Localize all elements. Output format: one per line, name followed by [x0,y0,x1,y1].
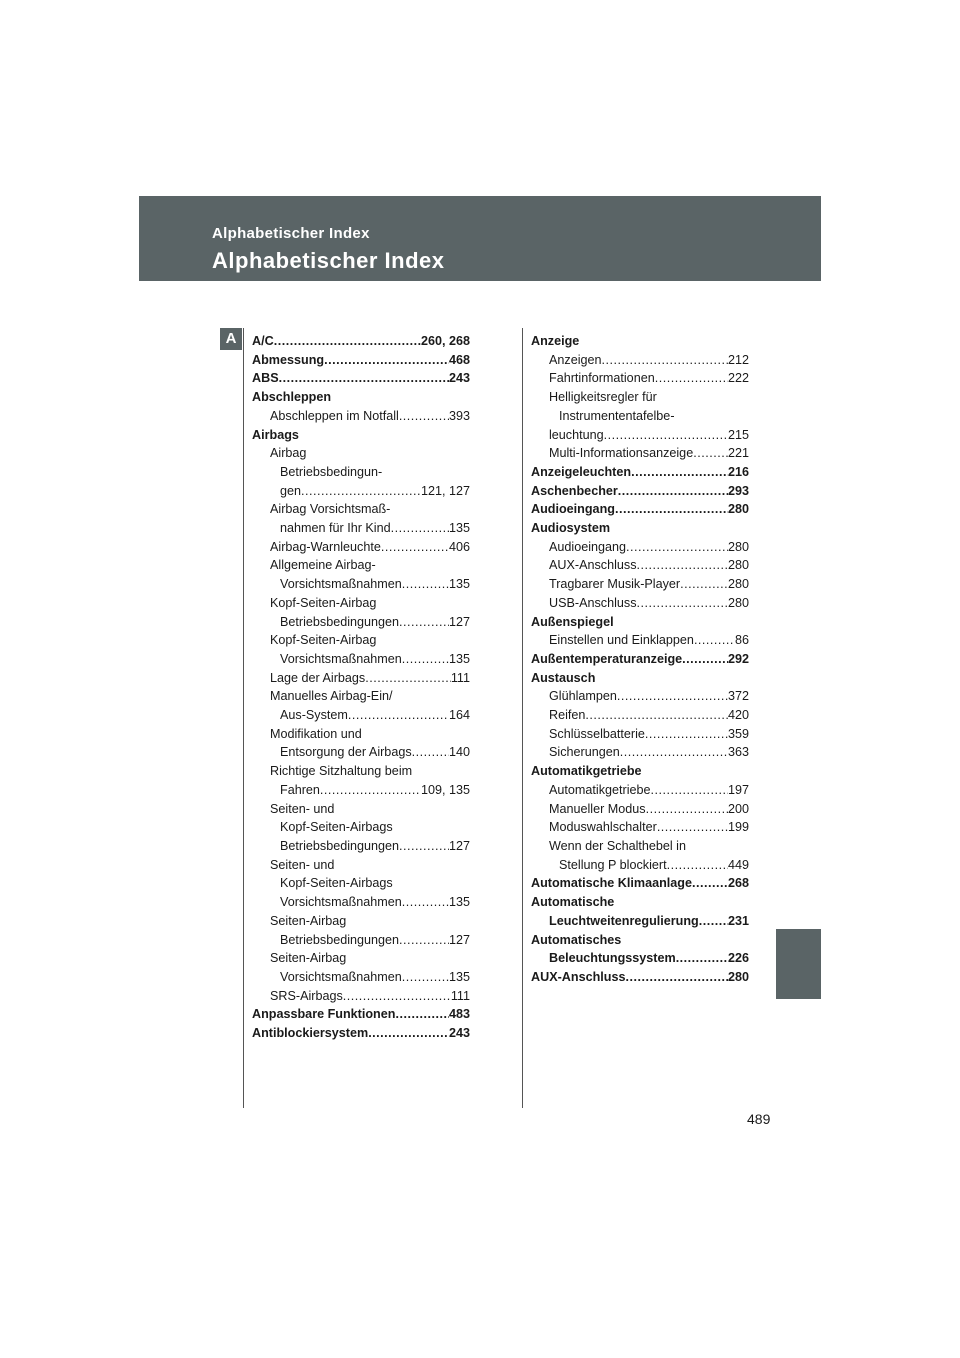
dot-leader [694,631,735,650]
index-entry [252,762,470,781]
index-entry [531,556,749,575]
section-letter-badge: A [220,328,242,350]
index-entry-label: Entsorgung der Airbags [280,745,412,760]
index-entry-label: USB-Anschluss [549,595,637,610]
index-entry-label: Instrumententafelbe- [559,408,675,423]
index-entry [531,631,749,650]
index-entry-label: Anzeigen [549,352,602,367]
index-entry-page: 221 [727,446,749,461]
index-entry [252,519,470,538]
index-entry-label: Außenspiegel [531,614,614,629]
index-entry [252,949,470,968]
index-entry [531,837,749,856]
dot-leader [399,837,449,856]
index-entry-page: 226 [727,951,749,966]
index-entry [252,743,470,762]
index-entry-page: 268 [727,876,749,891]
index-entry-page: 164 [448,708,470,723]
index-entry-label: Automatische Klimaanlage [531,876,692,891]
index-entry [252,968,470,987]
dot-leader [391,519,449,538]
index-entry-label: Richtige Sitzhaltung beim [270,764,413,779]
thumb-index-tab [776,929,821,999]
dot-leader [279,369,449,388]
dot-leader [402,968,449,987]
index-entry [252,594,470,613]
index-entry-page: 140 [448,745,470,760]
index-entry-label: Modifikation und [270,726,362,741]
index-entry-label: Vorsichtsmaßnahmen [280,895,402,910]
index-entry [252,482,470,501]
index-entry-label: Anzeige [531,334,580,348]
index-entry-label: leuchtung [549,427,604,442]
index-entry [252,500,470,519]
index-entry [531,706,749,725]
index-entry [531,613,749,632]
index-entry-page: 215 [727,427,749,442]
index-entry-page: 197 [727,782,749,797]
dot-leader [692,874,728,893]
index-entry-label: Aus-System [280,708,348,723]
dot-leader [680,575,728,594]
index-entry [252,818,470,837]
index-entry-label: Automatikgetriebe [531,764,642,779]
index-entry-label: Austausch [531,670,596,685]
index-entry [531,426,749,445]
index-entry [531,781,749,800]
dot-leader [348,706,449,725]
index-entry-label: Audioeingang [549,539,627,554]
index-entry-label: Sicherungen [549,745,620,760]
index-entry-label: Wenn der Schalthebel in [549,838,686,853]
index-entry [531,856,749,875]
index-entry [531,500,749,519]
dot-leader [399,613,449,632]
chapter-header [139,196,821,281]
index-entry [252,912,470,931]
index-entry-label: Kopf-Seiten-Airbags [280,876,393,891]
index-entry-label: Manuelles Airbag-Ein/ [270,689,393,704]
index-entry-page: 200 [727,801,749,816]
dot-leader [657,818,728,837]
index-entry [531,800,749,819]
index-entry [252,463,470,482]
index-entry-page: 216 [727,464,749,479]
index-entry-page: 420 [727,708,749,723]
dot-leader [618,482,728,501]
index-entry-label: Schlüsselbatterie [549,726,645,741]
dot-leader [604,426,728,445]
index-entry-page: 359 [727,726,749,741]
index-entry-page: 372 [727,689,749,704]
index-entry-label: Vorsichtsmaßnahmen [280,969,402,984]
index-entry-label: Abschleppen [252,390,332,405]
index-entry-label: Fahren [280,782,320,797]
index-entry-label: Vorsichtsmaßnahmen [280,651,402,666]
index-entry-label: Allgemeine Airbag- [270,558,376,573]
index-entry [531,874,749,893]
dot-leader [343,987,451,1006]
index-entry-page: 212 [727,352,749,367]
index-entry-label: Lage der Airbags [270,670,366,685]
index-entry-label: Airbag Vorsichtsmaß- [270,502,391,517]
index-entry [531,762,749,781]
dot-leader [402,575,449,594]
dot-leader [651,781,728,800]
dot-leader [324,351,449,370]
index-entry-page: 135 [448,651,470,666]
index-entry [252,444,470,463]
index-entry-page: 121, 127 [420,483,470,498]
index-entry-label: Multi-Informationsanzeige [549,446,694,461]
dot-leader [693,444,728,463]
index-entry [252,837,470,856]
index-entry-page: 86 [734,633,749,648]
index-entry [531,725,749,744]
index-entry [252,893,470,912]
index-entry-label: Anpassbare Funktionen [252,1007,396,1022]
header-title: Alphabetischer Index [212,248,445,273]
index-entry-page: 468 [448,352,470,367]
dot-leader [402,893,449,912]
dot-leader [320,781,421,800]
header-subtitle: Alphabetischer Index [212,225,370,242]
index-entry [252,781,470,800]
index-entry [531,687,749,706]
index-entry-page: 280 [727,969,749,984]
dot-leader [655,369,728,388]
index-entry-label: Reifen [549,708,586,723]
index-entry-label: Betriebsbedingungen [280,838,400,853]
index-entry-page: 280 [727,558,749,573]
index-entry-label: Helligkeitsregler für [549,390,657,405]
index-entry-page: 135 [448,521,470,536]
dot-leader [615,500,728,519]
index-entry [531,332,749,351]
index-entry [531,818,749,837]
index-entry-page: 243 [448,1026,470,1041]
index-entry-label: Fahrtinformationen [549,371,655,386]
index-entry-label: Betriebsbedingun- [280,464,383,479]
index-entry-label: Antiblockiersystem [252,1026,369,1041]
dot-leader [368,1024,449,1043]
index-entry-label: AUX-Anschluss [549,558,637,573]
index-entry [252,388,470,407]
index-entry-label: ABS [252,371,279,386]
index-entry-label: Seiten-Airbag [270,951,347,966]
index-entry [252,725,470,744]
index-entry-page: 243 [448,371,470,386]
index-entry [252,706,470,725]
index-entry-label: Seiten- und [270,801,335,816]
index-entry-label: nahmen für Ihr Kind [280,521,391,536]
index-entry [252,538,470,557]
index-entry [531,931,749,950]
index-entry-page: 280 [727,539,749,554]
index-entry-label: Einstellen und Einklappen [549,633,694,648]
dot-leader [585,706,728,725]
index-entry-page: 231 [727,913,749,928]
index-entry-page: 449 [727,857,749,872]
index-entry-label: gen [280,483,302,498]
index-entry [531,912,749,931]
dot-leader [301,482,421,501]
index-entry [531,388,749,407]
index-entry-label: Beleuchtungssystem [549,951,676,966]
index-entry-label: Airbag [270,446,307,461]
index-entry-label: Kopf-Seiten-Airbags [280,820,393,835]
index-entry-label: Betriebsbedingungen [280,932,400,947]
page-number: 489 [747,1111,771,1127]
dot-leader [399,931,449,950]
index-entry-label: Moduswahlschalter [549,820,657,835]
index-entry-label: Leuchtweitenregulierung [549,913,699,928]
index-entry [252,931,470,950]
index-entry-page: 127 [448,932,470,947]
index-entry-page: 483 [448,1007,470,1022]
dot-leader [631,463,728,482]
index-entry [252,332,470,351]
column-divider-middle [522,328,523,1108]
index-entry-page: 293 [727,483,749,498]
index-entry-label: Manueller Modus [549,801,646,816]
dot-leader [617,687,728,706]
index-entry-label: SRS-Airbags [270,988,343,1003]
index-entry-label: Abmessung [252,352,325,367]
index-entry-page: 280 [727,502,749,517]
index-entry-page: 127 [448,838,470,853]
index-entry-page: 222 [727,371,749,386]
column-divider-left [243,328,244,1108]
index-entry-label: Automatikgetriebe [549,782,651,797]
dot-leader [395,1005,449,1024]
dot-leader [646,800,728,819]
index-entry [531,594,749,613]
index-entry-label: Audiosystem [531,521,611,536]
index-entry [252,856,470,875]
index-entry [531,893,749,912]
index-entry [252,407,470,426]
index-entry [531,968,749,987]
index-entry-label: Außentemperaturanzeige [531,651,683,666]
dot-leader [637,594,728,613]
dot-leader [399,407,449,426]
index-entry [531,351,749,370]
index-entry [252,575,470,594]
index-entry-label: Betriebsbedingungen [280,614,400,629]
dot-leader [682,650,728,669]
index-entry-label: Seiten-Airbag [270,913,347,928]
index-entry [531,743,749,762]
index-entry [252,631,470,650]
dot-leader [645,725,728,744]
index-entry-label: Airbag-Warnleuchte [270,539,381,554]
index-entry-label: A/C [252,334,274,348]
index-entry [531,407,749,426]
index-entry-label: Anzeigeleuchten [531,464,632,479]
index-entry [252,351,470,370]
index-entry-label: Glühlampen [549,689,617,704]
index-entry-label: Kopf-Seiten-Airbag [270,595,377,610]
index-entry-page: 109, 135 [420,782,470,797]
index-entry [531,538,749,557]
index-entry [252,687,470,706]
index-entry-page: 363 [727,745,749,760]
index-entry-label: Airbags [252,427,299,442]
index-entry [252,800,470,819]
index-entry [252,987,470,1006]
index-entry-label: Stellung P blockiert [559,857,667,872]
index-entry-label: Seiten- und [270,857,335,872]
index-entry-page: 280 [727,595,749,610]
index-entry [531,444,749,463]
dot-leader [626,538,728,557]
dot-leader [412,743,449,762]
index-entry-page: 111 [450,988,470,1003]
index-entry [531,650,749,669]
dot-leader [676,949,728,968]
dot-leader [625,968,728,987]
index-entry [531,949,749,968]
index-entry [531,369,749,388]
index-entry [531,463,749,482]
index-column-2 [531,332,749,987]
index-entry-page: 406 [448,539,470,554]
index-entry [252,556,470,575]
index-entry [531,482,749,501]
index-entry-page: 199 [727,820,749,835]
index-entry-label: Abschleppen im Notfall [270,408,399,423]
index-entry-label: Automatische [531,895,615,910]
index-entry [252,369,470,388]
index-entry-page: 135 [448,895,470,910]
dot-leader [637,556,728,575]
index-entry-page: 127 [448,614,470,629]
index-entry-label: AUX-Anschluss [531,969,626,984]
dot-leader [667,856,728,875]
index-entry-page: 292 [727,651,749,666]
index-entry [252,650,470,669]
dot-leader [274,332,421,351]
index-entry-label: Automatisches [531,932,622,947]
dot-leader [402,650,449,669]
dot-leader [365,669,451,688]
index-column-1 [252,332,470,1043]
index-entry [252,426,470,445]
index-entry-page: 393 [448,408,470,423]
index-entry-page: 135 [448,577,470,592]
index-entry [531,519,749,538]
index-entry-page: 280 [727,577,749,592]
index-entry [252,669,470,688]
index-entry [531,669,749,688]
index-entry [252,874,470,893]
index-entry-page: 260, 268 [420,334,470,348]
index-entry [252,1024,470,1043]
index-entry-label: Tragbarer Musik-Player [549,577,681,592]
dot-leader [381,538,449,557]
index-entry-label: Aschenbecher [531,483,618,498]
index-entry [531,575,749,594]
index-entry-label: Vorsichtsmaßnahmen [280,577,402,592]
index-entry [252,613,470,632]
index-entry [252,1005,470,1024]
index-entry-page: 135 [448,969,470,984]
index-entry-label: Audioeingang [531,502,615,517]
index-entry-page: 111 [450,670,470,685]
dot-leader [602,351,728,370]
index-entry-label: Kopf-Seiten-Airbag [270,633,377,648]
dot-leader [699,912,728,931]
dot-leader [620,743,728,762]
